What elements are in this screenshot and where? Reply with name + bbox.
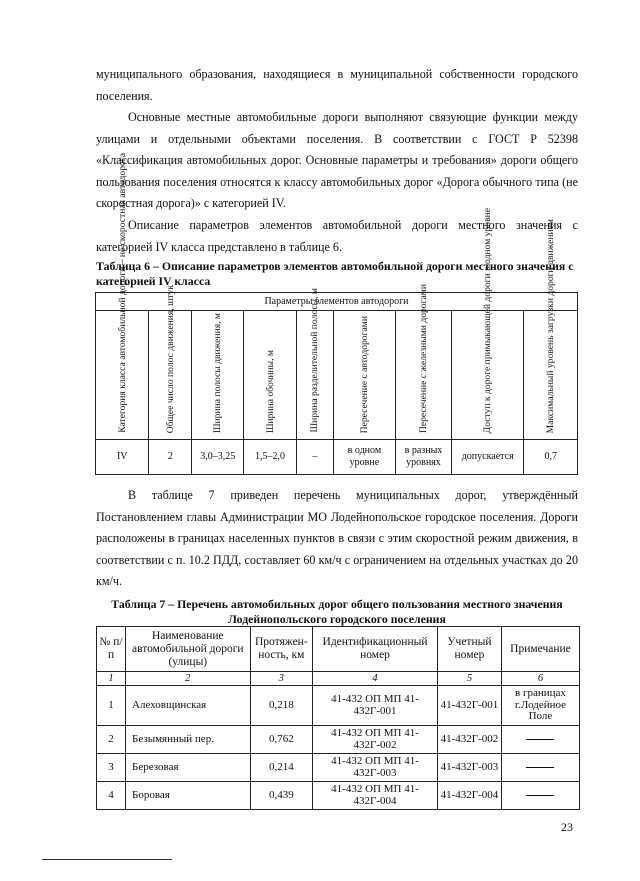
table7-header: Протяжен-ность, км [250,627,313,672]
table6-cell: 3,0–3,25 [192,440,244,475]
row-number: 4 [97,782,126,810]
row-number: 3 [97,754,126,782]
road-id: 41-432 ОП МП 41-432Г-004 [313,782,438,810]
page-number: 23 [561,820,573,834]
table6-cell: в одном уровне [333,440,395,475]
table-row [97,686,580,726]
road-note [501,754,579,782]
table-municipal-roads [96,626,580,810]
row-number: 1 [97,686,126,726]
paragraph-table7-reference: В таблице 7 приведен перечень муниципальных дорог, утверждённый Постановлением главы Администрации МО Лодейнопольское городское поселения. Дороги расположены в границах населенных пунктов в связи с этим скоростной режим движения, в соответствии с п. 10.2 ПДД, составляет 60 км/ч с ограничением на отдельных участках до 20 км/ч. [96,488,578,588]
table6-col-header: Категория класса автомобильной дороги – не скоростная автодорога [96,311,149,440]
table6-col-header: Пересечение с железными дорогами [395,311,451,440]
empty-dash [526,739,554,740]
road-note [501,782,579,810]
road-length: 0,762 [250,726,313,754]
road-account-number: 41-432Г-004 [437,782,501,810]
footnote-separator [42,859,172,860]
road-length: 0,439 [250,782,313,810]
table7-col-number: 5 [437,672,501,686]
road-length: 0,218 [250,686,313,726]
table6-cell: – [296,440,333,475]
table-row [97,754,580,782]
table-row [97,726,580,754]
table6-col-header: Пересечение с автодорогами [333,311,395,440]
table6-col-header: Ширина полосы движения, м [192,311,244,440]
paragraph-roads-classification: Основные местные автомобильные дороги выполняют связующие функции между улицами и отдельными объектами поселения. В соответствии с ГОСТ Р 52398 «Классификация автомобильных дорог. Основные параметры и требования» дороги общего пользования поселения относятся к классу автомобильных дорог «Дорога обычного типа (не скоростная дорога)» с категорией IV. [96,110,578,210]
road-id: 41-432 ОП МП 41-432Г-001 [313,686,438,726]
row-number: 2 [97,726,126,754]
table7-header: Идентификационный номер [313,627,438,672]
table7-caption [96,597,578,627]
table6-cell: 2 [149,440,192,475]
table7-caption-line2: Лодейнопольского городского поселения [228,612,446,626]
table7-header: Наименование автомобильной дороги (улицы) [126,627,251,672]
table7-col-number: 4 [313,672,438,686]
road-name: Боровая [126,782,251,810]
table6-cell: IV [96,440,149,475]
road-id: 41-432 ОП МП 41-432Г-003 [313,754,438,782]
empty-dash [526,795,554,796]
paragraph-intro: муниципального образования, находящиеся в муниципальной собственности городского поселения. [96,67,578,103]
road-note: в границах г.Лодейное Поле [501,686,579,726]
table6-col-header: Ширина обочины, м [244,311,297,440]
road-account-number: 41-432Г-002 [437,726,501,754]
table6-cell: 0,7 [524,440,578,475]
road-id: 41-432 ОП МП 41-432Г-002 [313,726,438,754]
paragraph-table6-reference: Описание параметров элементов автомобильной дороги местного значения с категорией IV класса представлено в таблице 6. [96,218,578,254]
table7-header: Примечание [501,627,579,672]
road-account-number: 41-432Г-001 [437,686,501,726]
table7-caption-line1: Таблица 7 – Перечень автомобильных дорог общего пользования местного значения [111,597,563,611]
road-name: Березовая [126,754,251,782]
table7-header: № п/п [97,627,126,672]
table6-col-header: Общее число полос движения, штук [149,311,192,440]
table7-col-number: 2 [126,672,251,686]
table7-header: Учетный номер [437,627,501,672]
table6-col-header: Доступ к дороге примыкающей дороги в одном уровне [452,311,524,440]
table6-cell: 1,5–2,0 [244,440,297,475]
table6-col-header: Максимальный уровень загрузки дороги движением [524,311,578,440]
table7-col-number: 3 [250,672,313,686]
road-account-number: 41-432Г-003 [437,754,501,782]
table6-col-header: Ширина разделительной полосы, м [296,311,333,440]
road-note [501,726,579,754]
table6-caption: Таблица 6 – Описание параметров элементов автомобильной дороги местного значения с категорией IV класса [96,259,574,288]
road-name: Алеховщинская [126,686,251,726]
table6-cell: в разных уровнях [395,440,451,475]
table7-col-number: 6 [501,672,579,686]
table6-cell: допускается [452,440,524,475]
empty-dash [526,767,554,768]
road-name: Безымянный пер. [126,726,251,754]
table7-col-number: 1 [97,672,126,686]
table6-group-header: Параметры элементов автодороги [96,293,578,311]
road-length: 0,214 [250,754,313,782]
table-row [97,782,580,810]
